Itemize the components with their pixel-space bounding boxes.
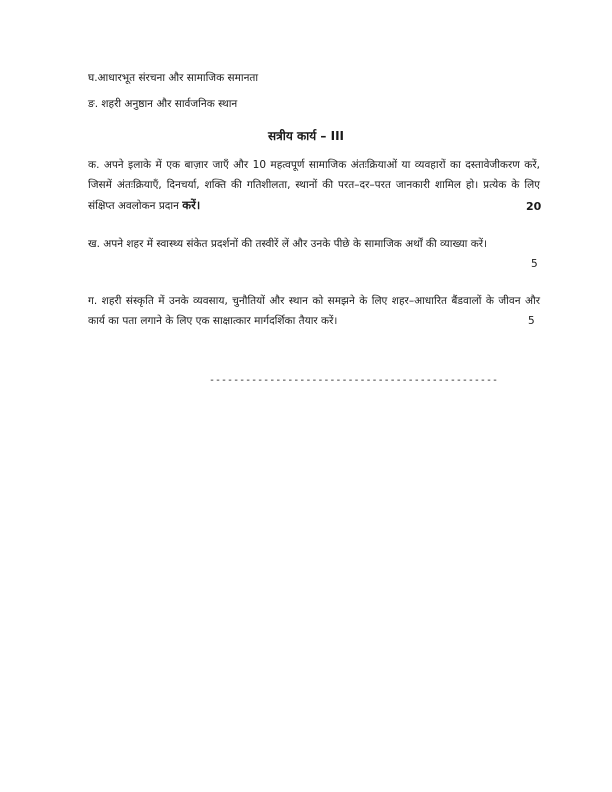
question-a-emphasis: करें। — [182, 198, 201, 212]
assignment-question-c — [88, 291, 540, 331]
question-b-text: ख. अपने शहर में स्वास्थ्य संकेत प्रदर्शनों की तस्वीरें लें और उनके पीछे के सामाजिक अर्थों की व्याख्या करें। — [88, 238, 488, 250]
question-b-marks: 5 — [531, 258, 538, 270]
assignment-question-a — [88, 155, 540, 216]
question-c-marks: 5 — [528, 315, 535, 327]
question-a-marks: 20 — [526, 200, 542, 213]
assignment-question-b — [88, 234, 540, 254]
question-c-text: ग. शहरी संस्कृति में उनके व्यवसाय, चुनौतियों और स्थान को समझने के लिए शहर–आधारित बैंडवालों के जीवन और कार्य का पता लगाने के लिए एक साक्षात्कार मार्गदर्शिका तैयार करें। — [88, 295, 540, 327]
assignment-title: सत्रीय कार्य – III — [267, 129, 345, 143]
end-divider: ------------------------------------------------ — [209, 375, 498, 386]
section-item-ng: ङ. शहरी अनुष्ठान और सार्वजनिक स्थान — [88, 98, 238, 110]
section-item-gh: घ.आधारभूत संरचना और सामाजिक समानता — [88, 72, 259, 84]
question-a-text: क. अपने इलाके में एक बाज़ार जाएँ और 10 महत्वपूर्ण सामाजिक अंतःक्रियाओं या व्यवहारों का दस्तावेजीकरण करें, जिसमें अंतःक्रियाएँ, दिनचर्या, शक्ति की गतिशीलता, स्थानों की परत–दर–परत जानकारी शामिल हो। प्रत्येक के लिए संक्षिप्त अवलोकन प्रदान — [88, 159, 540, 212]
